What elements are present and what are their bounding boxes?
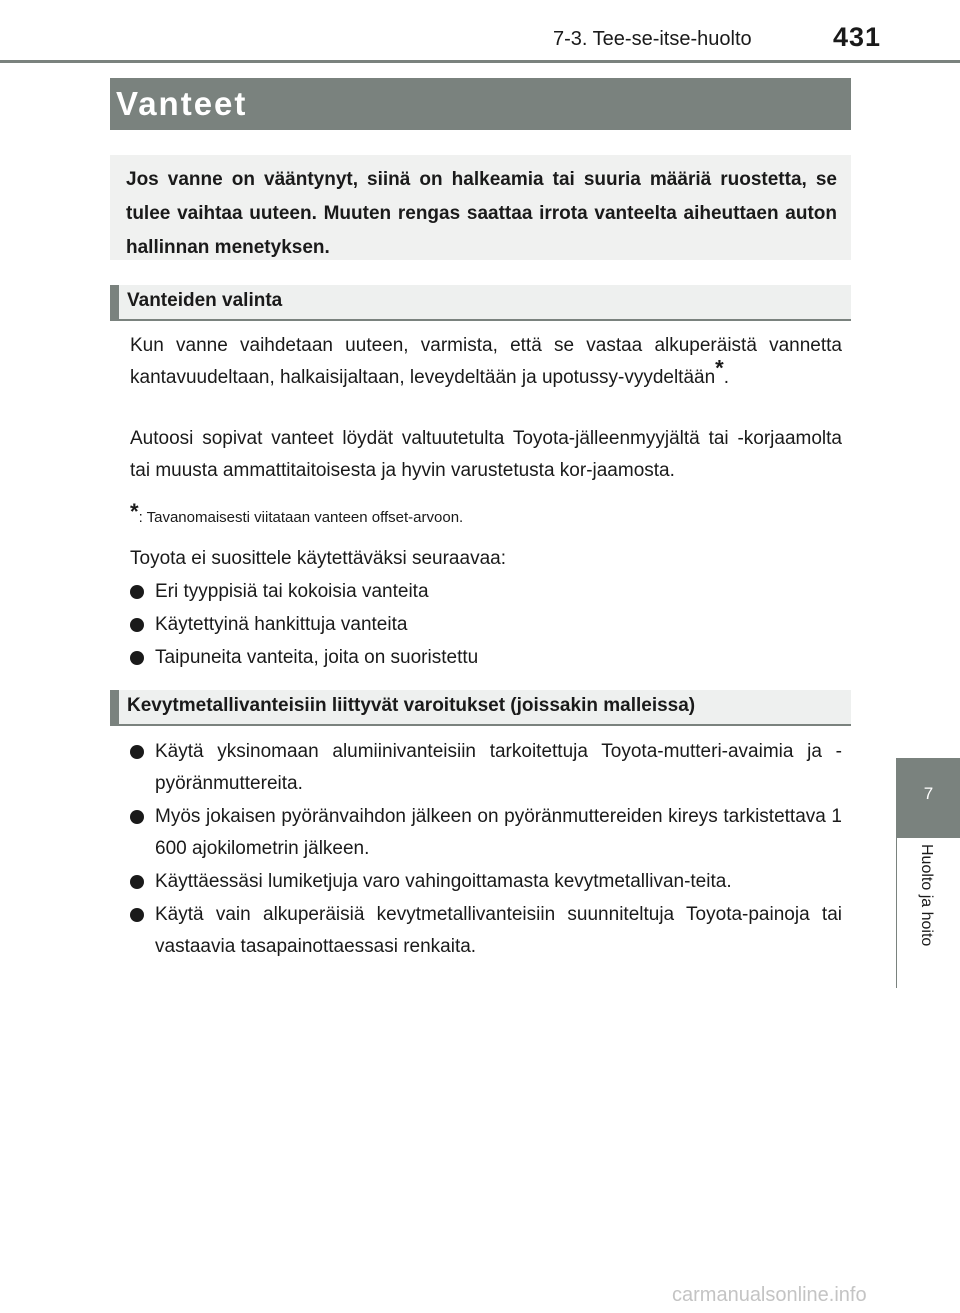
bullet-icon (130, 651, 144, 665)
wheel-selection-paragraph (130, 330, 842, 394)
footnote-marker: * (130, 499, 139, 524)
title-bar (110, 78, 851, 130)
paragraph-text: Kun vanne vaihdetaan uuteen, varmista, että se vastaa alkuperäistä vannetta kantavuudeltaan, halkaisijaltaan, leveydeltään ja upotussy-vyydeltään (130, 335, 842, 388)
paragraph-end: . (723, 367, 730, 388)
footnote-text: : Tavanomaisesti viitataan vanteen offset-arvoon. (138, 509, 464, 526)
bullet-icon (130, 745, 144, 759)
list-item (130, 609, 842, 641)
chapter-tab (897, 758, 960, 838)
list-item-text: Käytä vain alkuperäisiä kevytmetallivanteisiin suunniteltuja Toyota-painoja tai vastaavia tasapainottaessasi renkaita. (155, 904, 842, 957)
alloy-warnings-list (130, 736, 842, 964)
bullet-icon (130, 875, 144, 889)
watermark: carmanualsonline.info (672, 1284, 867, 1306)
footnote (130, 499, 464, 531)
header-divider (0, 60, 960, 63)
page-title: Vanteet (116, 85, 248, 122)
list-item-text: Käytettyinä hankittuja vanteita (155, 614, 408, 635)
not-recommended-list (130, 576, 842, 675)
section-heading-wheel-selection: Vanteiden valinta (110, 285, 851, 321)
bullet-icon (130, 908, 144, 922)
chapter-label: Huolto ja hoito (918, 844, 935, 947)
dealer-paragraph: Autoosi sopivat vanteet löydät valtuutetulta Toyota-jälleenmyyjältä tai -korjaamolta tai muusta ammattitaitoisesta ja hyvin varustetusta kor-jaamosta. (130, 428, 842, 481)
list-item-text: Eri tyyppisiä tai kokoisia vanteita (155, 581, 429, 602)
list-item-text: Myös jokaisen pyöränvaihdon jälkeen on pyöränmuttereiden kireys tarkistettava 1 600 ajokilometrin jälkeen. (155, 806, 842, 859)
list-item-text: Taipuneita vanteita, joita on suoristettu (155, 647, 479, 668)
list-item (130, 801, 842, 865)
list-item (130, 642, 842, 674)
intro-box: Jos vanne on vääntynyt, siinä on halkeamia tai suuria määriä ruostetta, se tulee vaihtaa uuteen. Muuten rengas saattaa irrota vanteelta aiheuttaen auton hallinnan menetyksen. (110, 155, 851, 260)
section-heading-alloy-warnings: Kevytmetallivanteisiin liittyvät varoitukset (joissakin malleissa) (110, 690, 851, 726)
list-item (130, 736, 842, 800)
list-item-text: Käytä yksinomaan alumiinivanteisiin tarkoitettuja Toyota-mutteri-avaimia ja -pyöränmuttereita. (155, 741, 842, 794)
list-item (130, 866, 842, 898)
footnote-marker: * (715, 355, 724, 381)
bullet-icon (130, 618, 144, 632)
list-item (130, 899, 842, 963)
list-item-text: Käyttäessäsi lumiketjuja varo vahingoittamasta kevytmetallivan-teita. (155, 871, 732, 892)
list-item (130, 576, 842, 608)
chapter-number: 7 (923, 784, 934, 803)
bullet-icon (130, 585, 144, 599)
not-recommended-lead: Toyota ei suosittele käytettäväksi seuraavaa: (130, 548, 506, 569)
page-number: 431 (833, 22, 882, 52)
bullet-icon (130, 810, 144, 824)
section-title: 7-3. Tee-se-itse-huolto (553, 28, 752, 50)
